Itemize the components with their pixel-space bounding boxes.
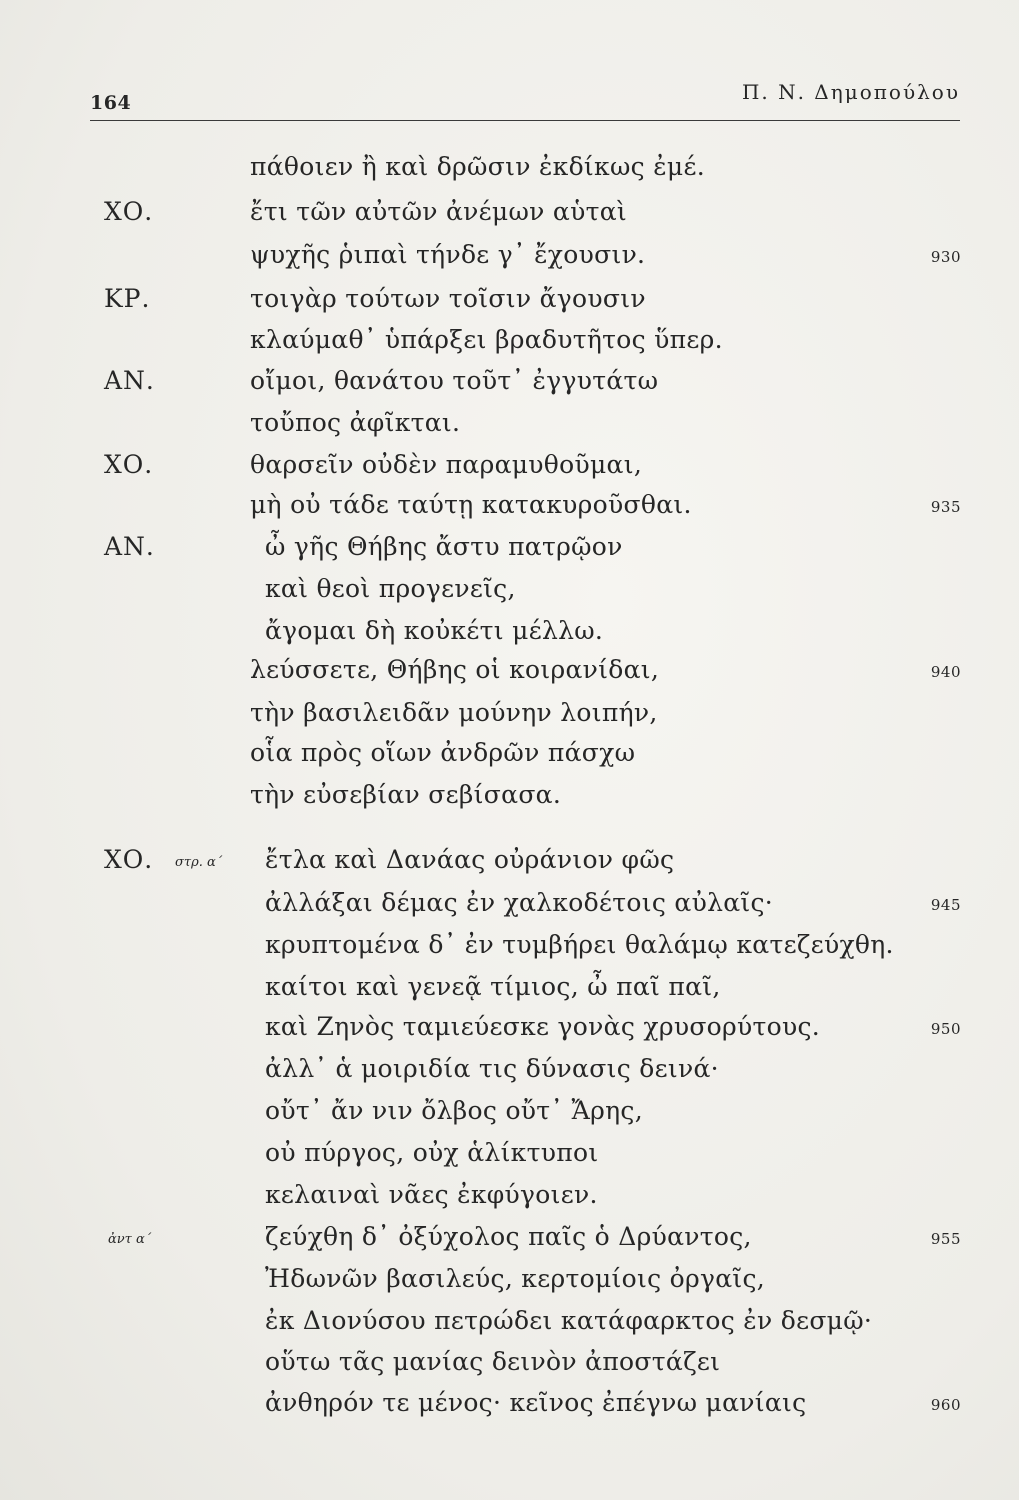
line-number: 935 — [930, 498, 961, 516]
verse-line — [0, 490, 1019, 530]
verse-line — [0, 780, 1019, 820]
verse-text-line: τὴν βασιλειδᾶν μούνην λοιπήν, — [250, 698, 658, 727]
verse-line — [0, 325, 1019, 365]
speaker-label: ΚΡ. — [104, 284, 151, 313]
verse-line — [0, 845, 1019, 885]
verse-line — [0, 450, 1019, 490]
verse-line — [0, 152, 1019, 192]
verse-line — [0, 284, 1019, 324]
verse-line — [0, 1306, 1019, 1346]
verse-text-line: οὐ πύργος, οὐχ ἁλίκτυποι — [265, 1138, 599, 1167]
verse-text-line: ἔτι τῶν αὐτῶν ἀνέμων αὑταὶ — [250, 197, 628, 226]
verse-line — [0, 1264, 1019, 1304]
line-number: 930 — [930, 248, 961, 266]
verse-text-line: ἀλλάξαι δέμας ἐν χαλκοδέτοις αὐλαῖς· — [265, 888, 774, 917]
verse-text-line: ἐκ Διονύσου πετρώδει κατάφαρκτος ἐν δεσμῷ· — [265, 1306, 873, 1335]
speaker-label: ΑΝ. — [104, 532, 155, 561]
verse-text-line: ἄγομαι δὴ κοὐκέτι μέλλω. — [265, 616, 604, 645]
verse-line — [0, 408, 1019, 448]
verse-text-line: ἀνθηρόν τε μένος· κεῖνος ἐπέγνω μανίαις — [265, 1388, 807, 1417]
verse-line — [0, 574, 1019, 614]
verse-text-line: καίτοι καὶ γενεᾷ τίμιος, ὦ παῖ παῖ, — [265, 972, 721, 1001]
strophe-marker: στρ. α´ — [175, 855, 223, 870]
verse-line — [0, 532, 1019, 572]
verse-line — [0, 738, 1019, 778]
verse-line — [0, 698, 1019, 738]
verse-text-line: κλαύμαθ᾽ ὑπάρξει βραδυτῆτος ὕπερ. — [250, 325, 723, 354]
verse-line — [0, 972, 1019, 1012]
line-number: 945 — [930, 896, 961, 914]
verse-text-line: τοιγὰρ τούτων τοῖσιν ἄγουσιν — [250, 284, 646, 313]
line-number: 950 — [930, 1020, 961, 1038]
verse-text-line: ζεύχθη δ᾽ ὀξύχολος παῖς ὁ Δρύαντος, — [265, 1222, 752, 1251]
verse-text-line: ὦ γῆς Θήβης ἄστυ πατρῷον — [265, 532, 623, 561]
verse-text-line: κρυπτομένα δ᾽ ἐν τυμβήρει θαλάμῳ κατεζεύχθη. — [265, 930, 894, 959]
verse-line — [0, 1180, 1019, 1220]
running-head: Π. Ν. Δημοπούλου — [741, 80, 960, 104]
line-number: 960 — [930, 1396, 961, 1414]
verse-text-line: τὴν εὐσεβίαν σεβίσασα. — [250, 780, 562, 809]
verse-line — [0, 240, 1019, 280]
verse-line — [0, 1388, 1019, 1428]
verse-line — [0, 366, 1019, 406]
strophe-marker: ἀντ α´ — [108, 1232, 152, 1247]
verse-text-line: θαρσεῖν οὐδὲν παραμυθοῦμαι, — [250, 450, 643, 479]
verse-line — [0, 616, 1019, 656]
speaker-label: ΑΝ. — [104, 366, 155, 395]
verse-text-line: καὶ θεοὶ προγενεῖς, — [265, 574, 516, 603]
verse-line — [0, 888, 1019, 928]
verse-text-line: ἀλλ᾽ ἁ μοιριδία τις δύνασις δεινά· — [265, 1054, 719, 1083]
verse-text-line: οὔτ᾽ ἄν νιν ὄλβος οὔτ᾽ Ἄρης, — [265, 1096, 643, 1125]
line-number: 955 — [930, 1230, 961, 1248]
verse-text-line: πάθοιεν ἢ καὶ δρῶσιν ἐκδίκως ἐμέ. — [250, 152, 705, 181]
verse-text-line: μὴ οὐ τάδε ταύτῃ κατακυροῦσθαι. — [250, 490, 692, 519]
verse-text-line: κελαιναὶ νᾶες ἐκφύγοιεν. — [265, 1180, 598, 1209]
verse-line — [0, 655, 1019, 695]
verse-text-line: ψυχῆς ῥιπαὶ τήνδε γ᾽ ἔχουσιν. — [250, 240, 646, 269]
verse-line — [0, 1222, 1019, 1262]
verse-text-line: οὕτω τᾶς μανίας δεινὸν ἀποστάζει — [265, 1347, 721, 1376]
speaker-label: ΧΟ. — [104, 845, 154, 874]
verse-text-line: λεύσσετε, Θήβης οἱ κοιρανίδαι, — [250, 655, 660, 684]
verse-line — [0, 1054, 1019, 1094]
verse-line — [0, 1012, 1019, 1052]
page-number: 164 — [90, 92, 132, 114]
verse-text-line: τοὔπος ἀφῖκται. — [250, 408, 461, 437]
verse-line — [0, 930, 1019, 970]
speaker-label: ΧΟ. — [104, 450, 154, 479]
verse-line — [0, 1347, 1019, 1387]
verse-text-line: οἷα πρὸς οἵων ἀνδρῶν πάσχω — [250, 738, 636, 767]
verse-text-line: Ἠδωνῶν βασιλεύς, κερτομίοις ὀργαῖς, — [265, 1264, 766, 1293]
line-number: 940 — [930, 663, 961, 681]
verse-line — [0, 197, 1019, 237]
speaker-label: ΧΟ. — [104, 197, 154, 226]
verse-line — [0, 1138, 1019, 1178]
verse-text-line: καὶ Ζηνὸς ταμιεύεσκε γονὰς χρυσορύτους. — [265, 1012, 821, 1041]
page-header — [90, 72, 960, 121]
verse-text-line: ἔτλα καὶ Δανάας οὐράνιον φῶς — [265, 845, 675, 874]
verse-line — [0, 1096, 1019, 1136]
verse-text-line: οἴμοι, θανάτου τοῦτ᾽ ἐγγυτάτω — [250, 366, 659, 395]
